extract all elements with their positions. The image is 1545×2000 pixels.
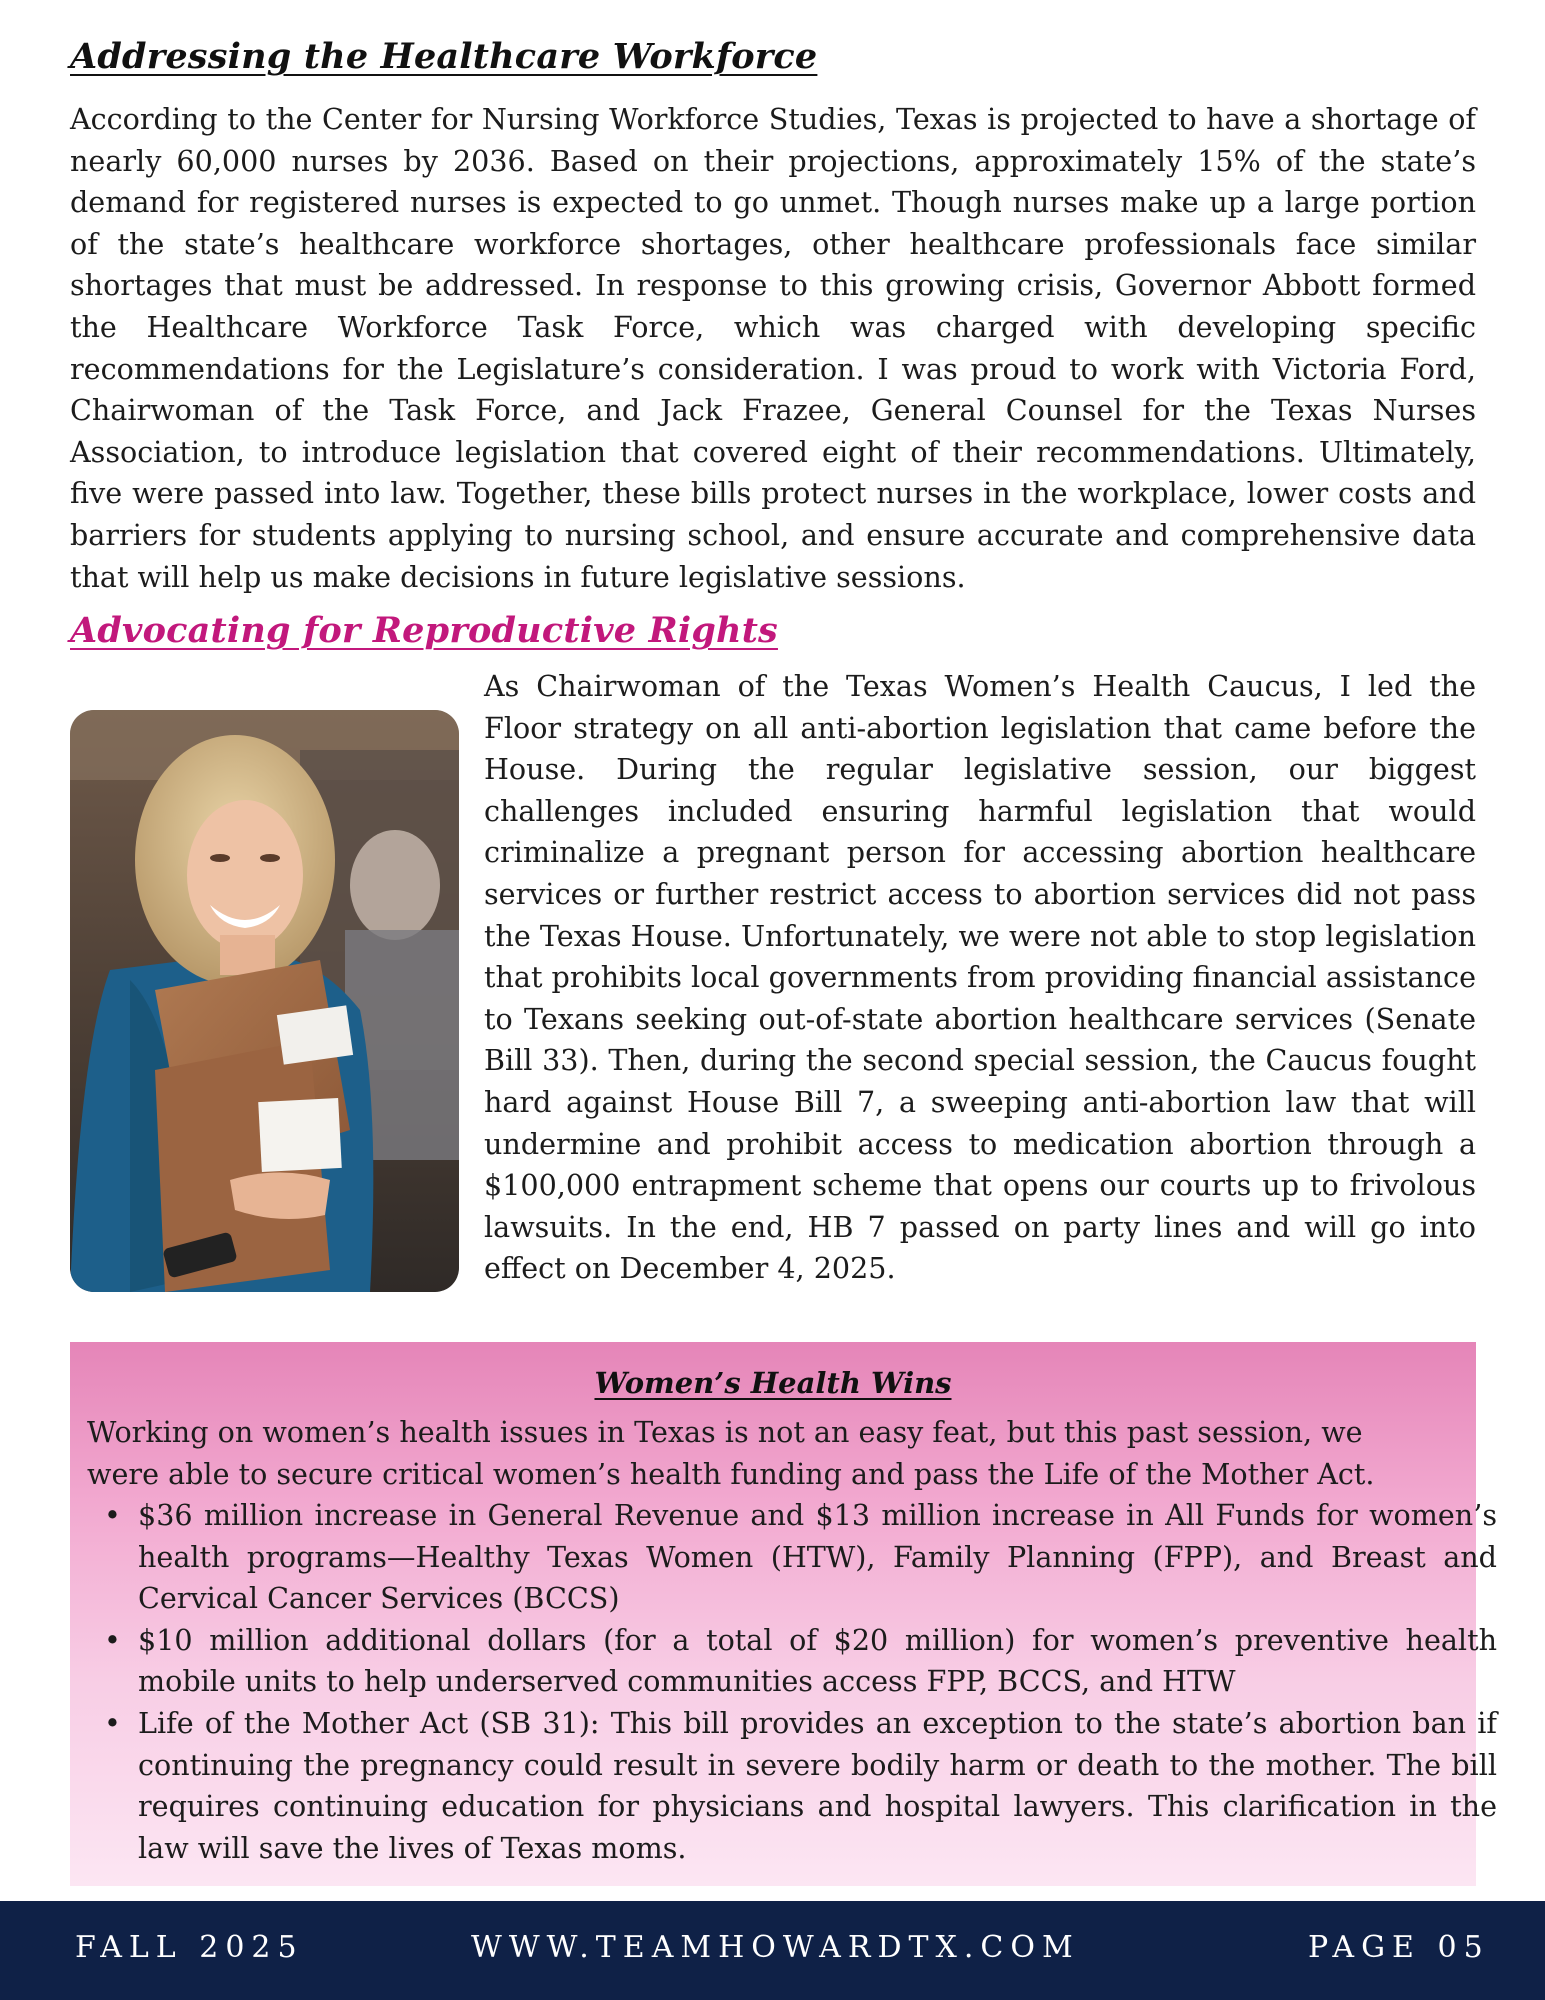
page-footer xyxy=(0,1901,1545,2000)
list-item-text: Life of the Mother Act (SB 31): This bill provides an exception to the state’s abortion ban if continuing the pregnancy could result in severe bodily harm or death to the mother. The bill requires continuing education for physicians and hospital lawyers. This clarification in the law will save the lives of Texas moms. xyxy=(138,1705,1497,1865)
bullet-icon: • xyxy=(104,1705,121,1740)
bullet-icon: • xyxy=(104,1622,121,1657)
list-item-text: $10 million additional dollars (for a total of $20 million) for women’s preventive health mobile units to help underserved communities access FPP, BCCS, and HTW xyxy=(138,1622,1497,1699)
footer-page-number: PAGE 05 xyxy=(1308,1930,1490,1965)
list-item-text: $36 million increase in General Revenue and $13 million increase in All Funds for women’s health programs—Healthy Texas Women (HTW), Family Planning (FPP), and Breast and Cervical Cancer Services (BCCS) xyxy=(138,1498,1497,1616)
womens-health-wins-list xyxy=(104,1495,1497,1869)
section-heading-reproductive-rights: Advocating for Reproductive Rights xyxy=(70,610,778,651)
list-item xyxy=(104,1620,1497,1703)
footer-website-link[interactable]: WWW.TEAMHOWARDTX.COM xyxy=(471,1930,1080,1965)
reproductive-rights-paragraph: As Chairwoman of the Texas Women’s Health Caucus, I led the Floor strategy on all anti-abortion legislation that came before the House. During the regular legislative session, our biggest challenges included ensuring harmful legislation that would criminalize a pregnant person for accessing abortion healthcare services or further restrict access to abortion services did not pass the Texas House. Unfortunately, we were not able to stop legislation that prohibits local governments from providing financial assistance to Texans seeking out-of-state abortion healthcare services (Senate Bill 33). Then, during the second special session, the Caucus fought hard against House Bill 7, a sweeping anti-abortion law that will undermine and prohibit access to medication abortion through a $100,000 entrapment scheme that opens our courts up to frivolous lawsuits. In the end, HB 7 passed on party lines and will go into effect on December 4, 2025. xyxy=(484,669,1476,1286)
workforce-paragraph: According to the Center for Nursing Workforce Studies, Texas is projected to have a shortage of nearly 60,000 nurses by 2036. Based on their projections, approximately 15% of the state’s demand for registered nurses is expected to go unmet. Though nurses make up a large portion of the state’s healthcare workforce shortages, other healthcare professionals face similar shortages that must be addressed. In response to this growing crisis, Governor Abbott formed the Healthcare Workforce Task Force, which was charged with developing specific recommendations for the Legislature’s consideration. I was proud to work with Victoria Ford, Chairwoman of the Task Force, and Jack Frazee, General Counsel for the Texas Nurses Association, to introduce legislation that covered eight of their recommendations. Ultimately, five were passed into law. Together, these bills protect nurses in the workplace, lower costs and barriers for students applying to nursing school, and ensure accurate and comprehensive data that will help us make decisions in future legislative sessions. xyxy=(70,102,1476,594)
womens-health-wins-intro: Working on women’s health issues in Texas is not an easy feat, but this past session, we were able to secure critical women’s health funding and pass the Life of the Mother Act. xyxy=(87,1415,1375,1491)
womens-health-wins-box xyxy=(70,1342,1497,1886)
photo-illustration xyxy=(70,710,459,1292)
footer-issue-date: FALL 2025 xyxy=(75,1930,304,1965)
womens-health-wins-title: Women’s Health Wins xyxy=(594,1366,952,1400)
section-heading-workforce: Addressing the Healthcare Workforce xyxy=(70,36,818,77)
list-item xyxy=(104,1703,1497,1869)
legislator-photo xyxy=(70,710,459,1292)
bullet-icon: • xyxy=(104,1498,121,1532)
list-item xyxy=(104,1495,1497,1620)
